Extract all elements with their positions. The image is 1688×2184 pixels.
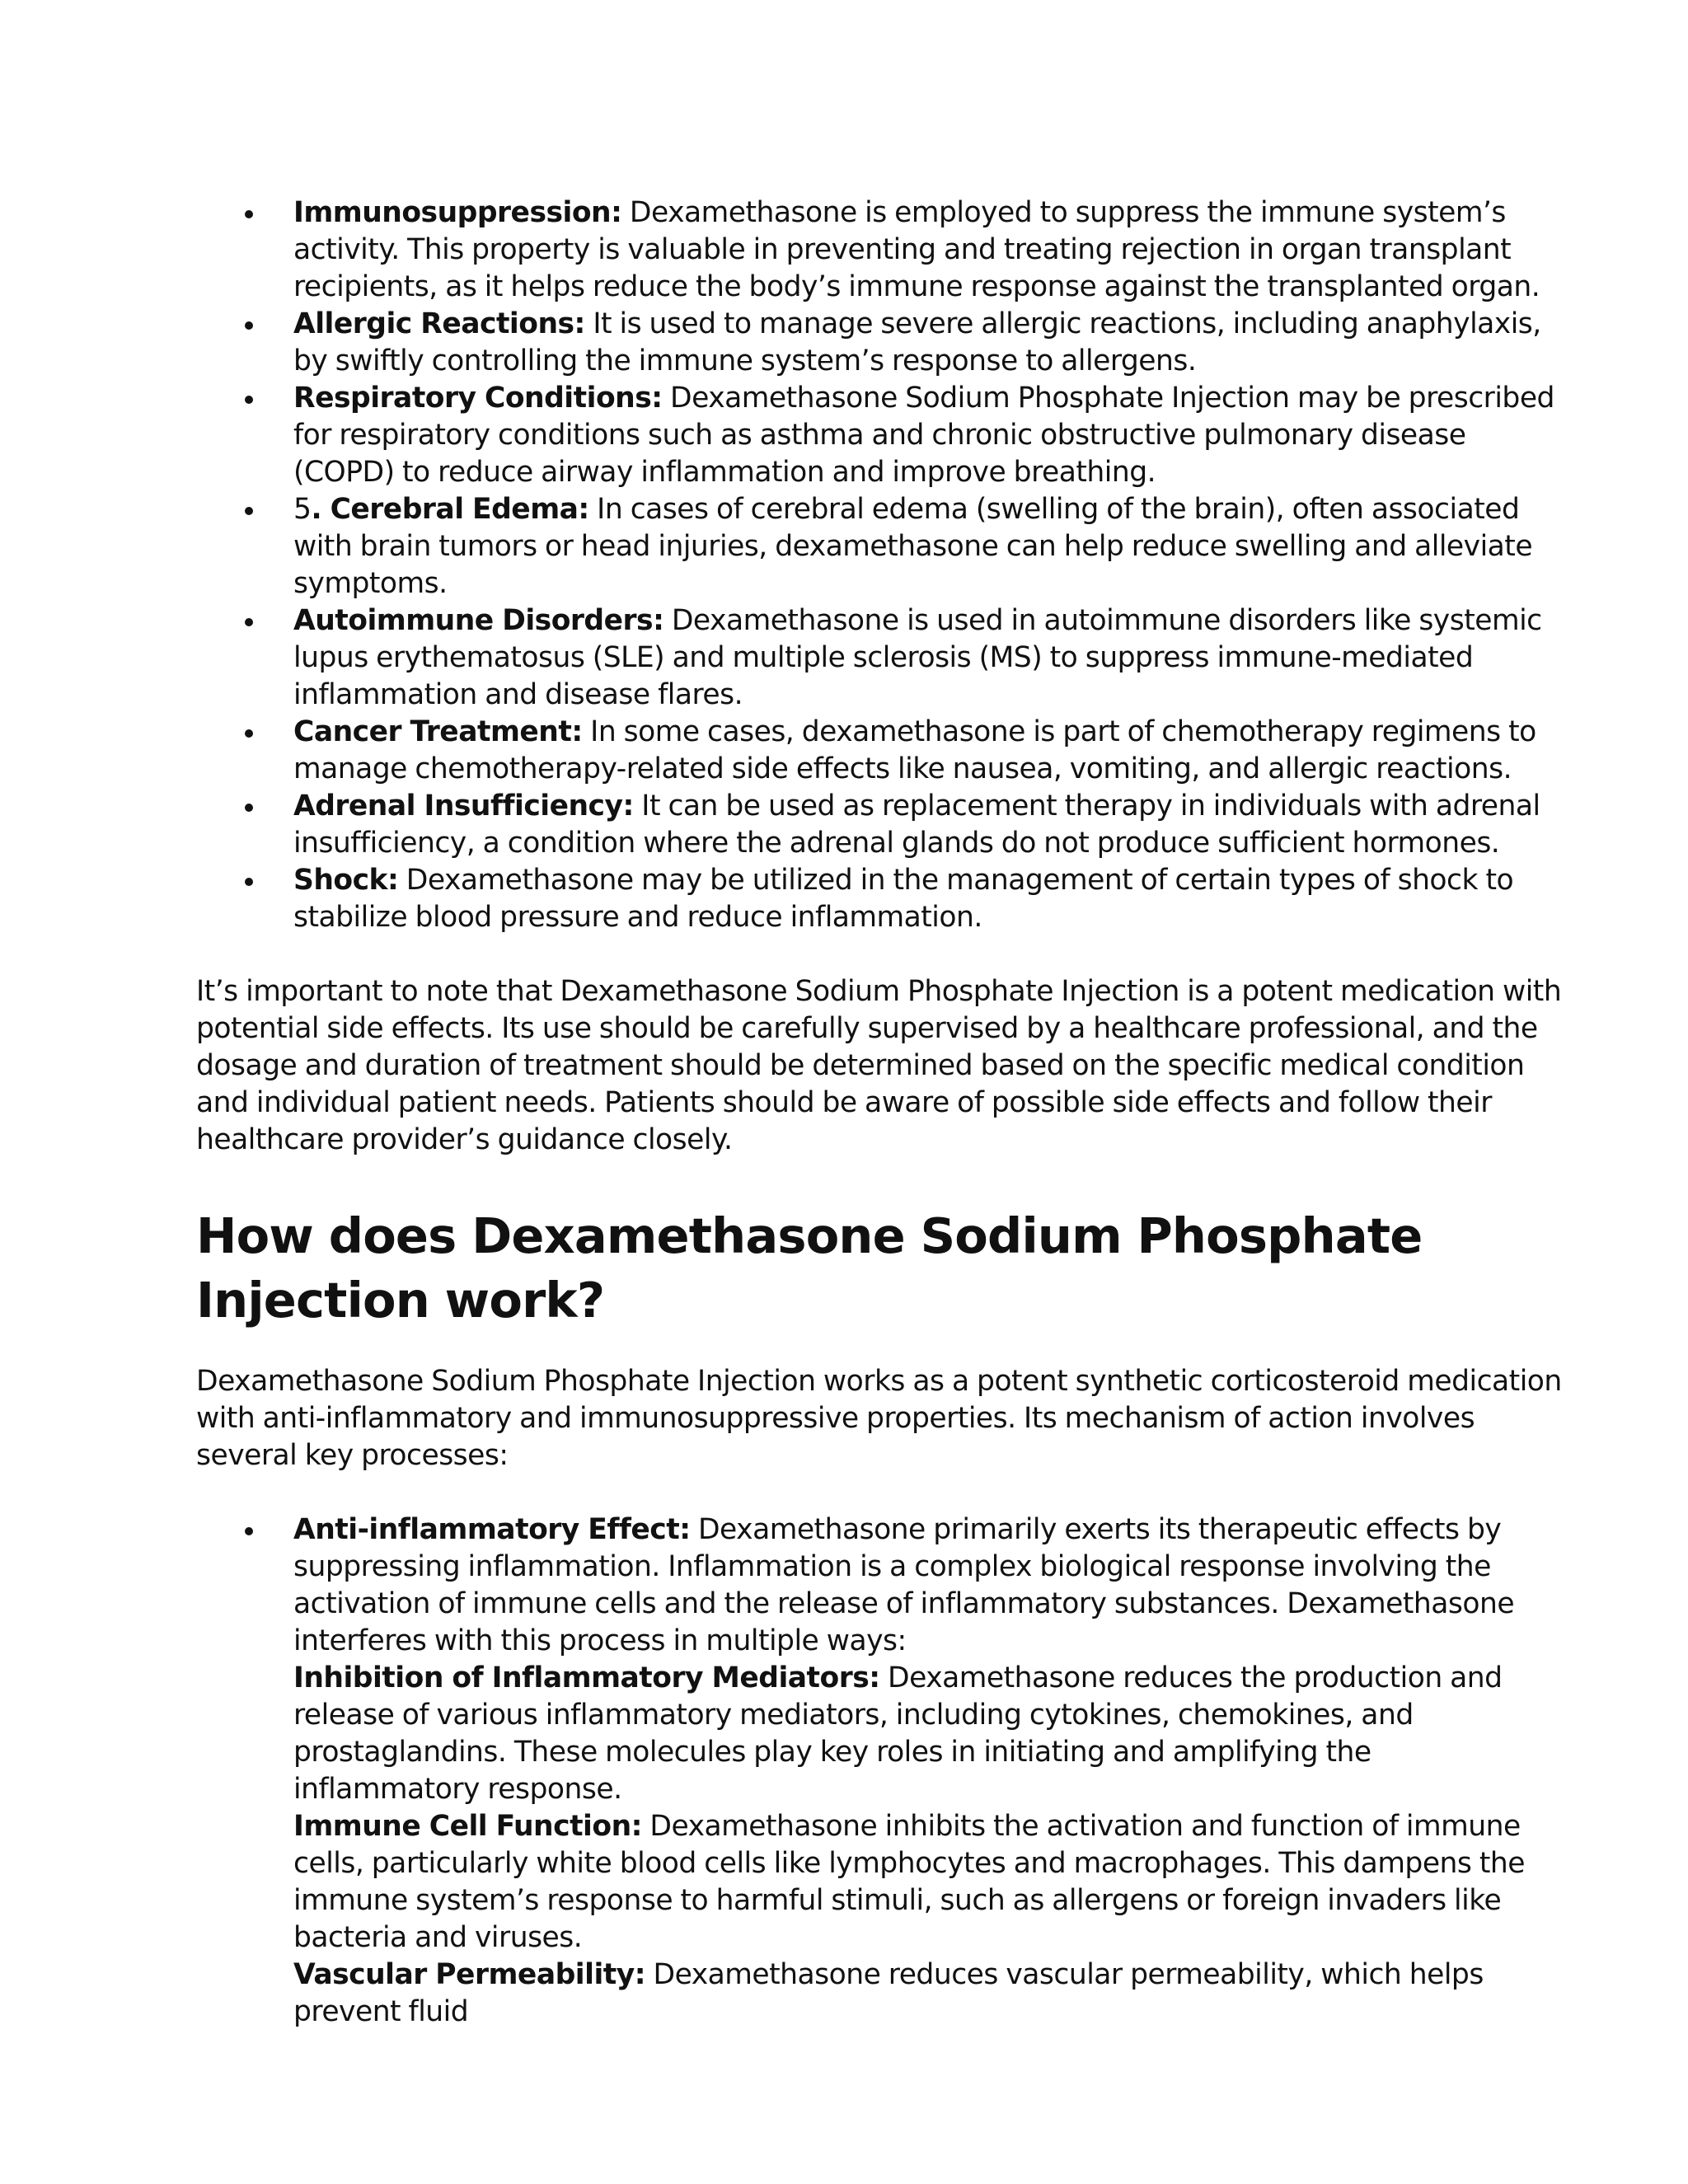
bullet-icon [245, 1527, 253, 1535]
list-item-cerebral-edema [196, 491, 1564, 602]
bullet-icon [245, 321, 253, 330]
subitem-text: Dexamethasone inhibits the activation and function of immune cells, particularly white blood cells like lymphocytes and macrophages. This dampens the immune system’s response to harmful stimuli, such as allergens or foreign invaders like bacteria and viruses. [293, 1810, 1525, 1954]
subitem-vascular-permeability [293, 1957, 1564, 2031]
item-text: Dexamethasone Sodium Phosphate Injection may be prescribed for respiratory conditions such as asthma and chronic obstructive pulmonary disease (COPD) to reduce airway inflammation and improve breathing. [293, 382, 1554, 489]
item-prefix: 5 [293, 493, 312, 526]
item-text: Dexamethasone is employed to suppress the immune system’s activity. This property is valuable in preventing and treating rejection in organ transplant recipients, as it helps reduce the body’s immune response against the transplanted organ. [293, 196, 1540, 303]
item-text: Dexamethasone is used in autoimmune disorders like systemic lupus erythematosus (SLE) and multiple sclerosis (MS) to suppress immune-mediated inflammation and disease flares. [293, 604, 1542, 711]
item-text: In cases of cerebral edema (swelling of the brain), often associated with brain tumors or head injuries, dexamethasone can help reduce swelling and alleviate symptoms. [293, 493, 1533, 600]
list-item-shock [196, 862, 1564, 936]
item-title: Immunosuppression: [293, 196, 622, 229]
item-title: Allergic Reactions: [293, 307, 585, 340]
list-item-cancer-treatment [196, 714, 1564, 788]
item-title: Anti-inflammatory Effect: [293, 1513, 691, 1546]
subitem-inflammatory-mediators [293, 1660, 1564, 1808]
item-text: In some cases, dexamethasone is part of chemotherapy regimens to manage chemotherapy-related side effects like nausea, vomiting, and allergic reactions. [293, 715, 1536, 785]
subitem-text: Dexamethasone reduces vascular permeability, which helps prevent fluid [293, 1958, 1484, 2028]
item-text: Dexamethasone primarily exerts its therapeutic effects by suppressing inflammation. Inflammation is a complex biological response involving the activation of immune cells and the release of inflammatory substances. Dexamethasone interferes with this process in multiple ways: [293, 1513, 1515, 1657]
anti-inflammatory-block [293, 1511, 1564, 1660]
item-title: . Cerebral Edema: [311, 493, 589, 526]
item-title: Autoimmune Disorders: [293, 604, 664, 637]
subitem-text: Dexamethasone reduces the production and release of various inflammatory mediators, including cytokines, chemokines, and prostaglandins. These molecules play key roles in initiating and amplifying the inflammatory response. [293, 1661, 1503, 1806]
note-paragraph: It’s important to note that Dexamethasone Sodium Phosphate Injection is a potent medication with potential side effects. Its use should be carefully supervised by a healthcare professional, and the dosage and duration of treatment should be determined based on the specific medical condition and individual patient needs. Patients should be aware of possible side effects and follow their healthcare provider’s guidance closely. [196, 975, 1562, 1156]
subitem-immune-cell-function [293, 1808, 1564, 1957]
item-title: Cancer Treatment: [293, 715, 583, 748]
uses-list [196, 194, 1564, 936]
document-page [196, 194, 1564, 2031]
bullet-icon [245, 729, 253, 738]
item-title: Shock: [293, 864, 399, 897]
list-item-allergic-reactions [196, 306, 1564, 380]
subitem-title: Immune Cell Function: [293, 1810, 642, 1843]
item-text: Dexamethasone may be utilized in the management of certain types of shock to stabilize blood pressure and reduce inflammation. [293, 864, 1514, 934]
intro-paragraph: Dexamethasone Sodium Phosphate Injection works as a potent synthetic corticosteroid medication with anti-inflammatory and immunosuppressive properties. Its mechanism of action involves several key processes: [196, 1365, 1562, 1472]
spacer [196, 1474, 1564, 1511]
list-item-autoimmune-disorders [196, 602, 1564, 714]
section-heading: How does Dexamethasone Sodium Phosphate Injection work? [196, 1207, 1423, 1329]
spacer [196, 1159, 1564, 1204]
bullet-icon [245, 804, 253, 812]
item-title: Respiratory Conditions: [293, 382, 663, 415]
item-text: It can be used as replacement therapy in individuals with adrenal insufficiency, a condition where the adrenal glands do not produce sufficient hormones. [293, 790, 1540, 860]
mechanism-list [196, 1511, 1564, 2031]
spacer [196, 1333, 1564, 1363]
bullet-icon [245, 210, 253, 218]
subitem-title: Vascular Permeability: [293, 1958, 646, 1991]
bullet-icon [245, 507, 253, 515]
list-item-immunosuppression [196, 194, 1564, 306]
list-item-respiratory-conditions [196, 380, 1564, 491]
bullet-icon [245, 396, 253, 404]
spacer [196, 936, 1564, 973]
bullet-icon [245, 618, 253, 626]
bullet-icon [245, 878, 253, 886]
list-item-adrenal-insufficiency [196, 788, 1564, 862]
subitem-title: Inhibition of Inflammatory Mediators: [293, 1661, 880, 1694]
list-item-anti-inflammatory-effect [196, 1511, 1564, 2031]
item-text: It is used to manage severe allergic reactions, including anaphylaxis, by swiftly controlling the immune system’s response to allergens. [293, 307, 1541, 377]
item-title: Adrenal Insufficiency: [293, 790, 634, 823]
